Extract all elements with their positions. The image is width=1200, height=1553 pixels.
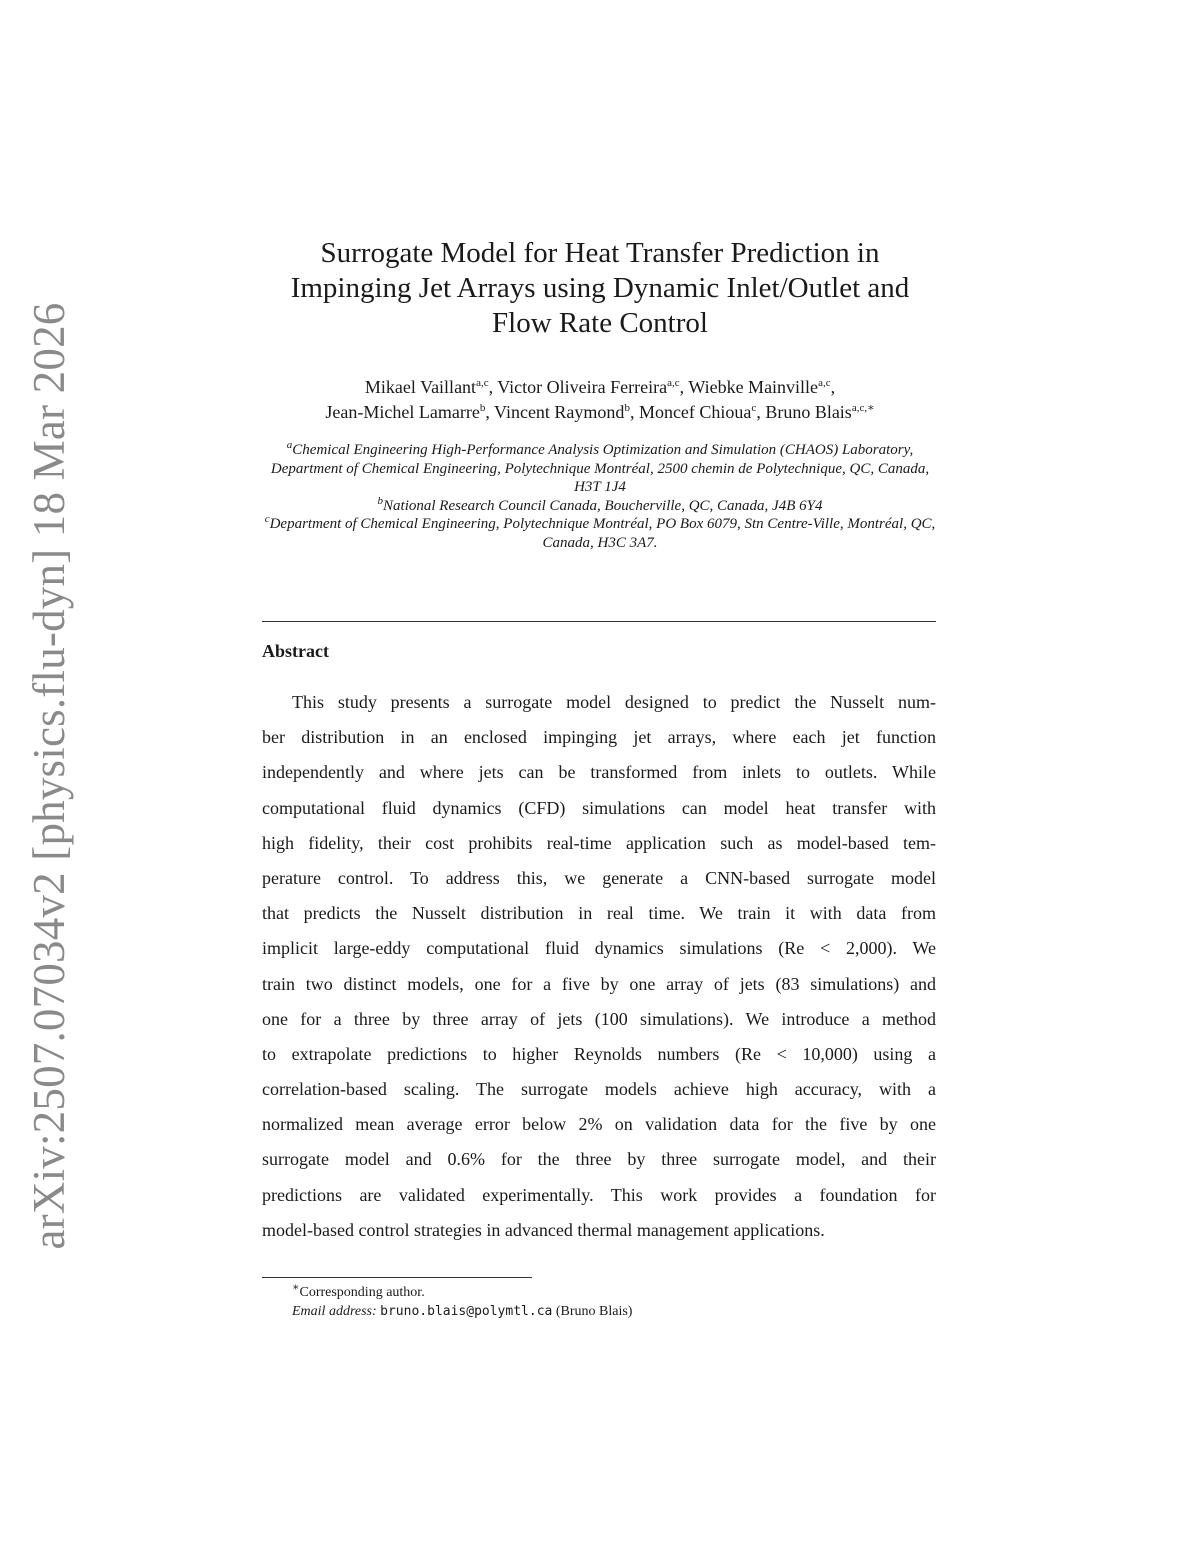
- author-list: [200, 375, 1000, 425]
- author-name: Mikael Vaillant: [364, 377, 477, 397]
- abstract-line: implicit large-eddy computational fluid dynamics simulations (Re < 2,000). We: [262, 938, 936, 959]
- affiliation-item: [262, 441, 938, 497]
- author-separator: ,: [756, 402, 766, 422]
- author-affiliation-mark: a,c: [667, 377, 680, 389]
- affiliation-mark: b: [377, 494, 384, 507]
- affiliation-item: [262, 494, 938, 516]
- email-link[interactable]: bruno.blais@polymtl.ca: [380, 1304, 553, 1319]
- affiliation-item: [262, 515, 938, 552]
- abstract-line: independently and where jets can be transformed from inlets to outlets. While: [262, 762, 936, 783]
- footnote-corresponding: [292, 1283, 632, 1302]
- abstract-heading: Abstract: [262, 641, 329, 661]
- affiliation-text: Department of Chemical Engineering, Polytechnique Montréal, PO Box 6079, Stn Centre-Ville, Montréal, QC, Canada, H3C 3A7.: [269, 516, 936, 551]
- email-owner: (Bruno Blais): [555, 1304, 633, 1319]
- abstract-line: correlation-based scaling. The surrogate models achieve high accuracy, with a: [262, 1079, 936, 1100]
- footnote-mark: ∗: [292, 1281, 300, 1294]
- affiliation-list: [262, 441, 938, 552]
- author-separator: ,: [679, 377, 689, 397]
- abstract-line: high fidelity, their cost prohibits real-time application such as model-based tem-: [262, 832, 936, 853]
- title-line: Flow Rate Control: [492, 307, 708, 339]
- title-line: Impinging Jet Arrays using Dynamic Inlet/Outlet and: [290, 272, 910, 304]
- author-affiliation-mark: a,c: [476, 377, 489, 389]
- abstract-line: one for a three by three array of jets (100 simulations). We introduce a method: [262, 1008, 936, 1029]
- author-affiliation-mark: b: [624, 402, 630, 414]
- author-name: Jean-Michel Lamarre: [325, 402, 480, 422]
- abstract-line: normalized mean average error below 2% on validation data for the five by one: [262, 1114, 936, 1135]
- author-affiliation-mark: c: [751, 402, 757, 414]
- author-affiliation-mark: a,c: [818, 377, 831, 389]
- title-line: Surrogate Model for Heat Transfer Prediction in: [320, 237, 880, 269]
- affiliation-mark: a: [286, 439, 293, 451]
- abstract-line: This study presents a surrogate model designed to predict the Nusselt num-: [292, 692, 936, 712]
- affiliation-text: National Research Council Canada, Boucherville, QC, Canada, J4B 6Y4: [383, 497, 823, 514]
- author-affiliation-mark: b: [479, 402, 486, 414]
- author-separator: ,: [485, 402, 495, 422]
- author-separator: ,: [488, 377, 498, 397]
- author-name: Vincent Raymond: [494, 402, 625, 422]
- author-separator: ,: [629, 402, 639, 422]
- abstract-line: that predicts the Nusselt distribution in real time. We train it with data from: [262, 903, 936, 924]
- abstract-line: surrogate model and 0.6% for the three by three surrogate model, and their: [262, 1149, 936, 1170]
- arxiv-identifier: arXiv:2507.07034v2 [physics.flu-dyn] 18 Mar 2026: [24, 302, 74, 1250]
- affiliation-mark: c: [264, 513, 270, 525]
- paper-title: [200, 236, 1000, 341]
- author-separator: ,: [830, 377, 836, 397]
- author-name: Bruno Blais: [765, 402, 852, 422]
- abstract-line: perature control. To address this, we generate a CNN-based surrogate model: [262, 867, 936, 888]
- section-divider: [262, 621, 936, 622]
- abstract-line: model-based control strategies in advanced thermal management applications.: [262, 1219, 825, 1240]
- abstract-line: computational fluid dynamics (CFD) simulations can model heat transfer with: [262, 797, 936, 818]
- abstract-line: to extrapolate predictions to higher Reynolds numbers (Re < 10,000) using a: [262, 1043, 936, 1064]
- author-name: Victor Oliveira Ferreira: [497, 377, 668, 397]
- author-line: [200, 400, 1000, 425]
- affiliation-text: Chemical Engineering High-Performance Analysis Optimization and Simulation (CHAOS) Laboratory, Department of Chemical Engineering, Polytechnique Montréal, 2500 chemin de Polytechnique, QC, Canada, H3T 1J4: [270, 442, 930, 495]
- author-name: Wiebke Mainville: [688, 377, 819, 397]
- author-affiliation-mark: a,c,∗: [851, 402, 875, 414]
- footnote-email-line: [292, 1302, 632, 1321]
- abstract-line: ber distribution in an enclosed impinging jet arrays, where each jet function: [262, 727, 936, 748]
- abstract-body: [262, 685, 936, 1248]
- footnote-divider: [262, 1277, 532, 1278]
- email-label: Email address:: [292, 1304, 377, 1319]
- footnote-text: Corresponding author.: [299, 1285, 425, 1300]
- author-name: Moncef Chioua: [638, 402, 752, 422]
- abstract-line: train two distinct models, one for a five by one array of jets (83 simulations) and: [262, 973, 936, 994]
- abstract-line: predictions are validated experimentally. This work provides a foundation for: [262, 1184, 936, 1205]
- author-line: [200, 375, 1000, 400]
- footnote: [292, 1283, 632, 1321]
